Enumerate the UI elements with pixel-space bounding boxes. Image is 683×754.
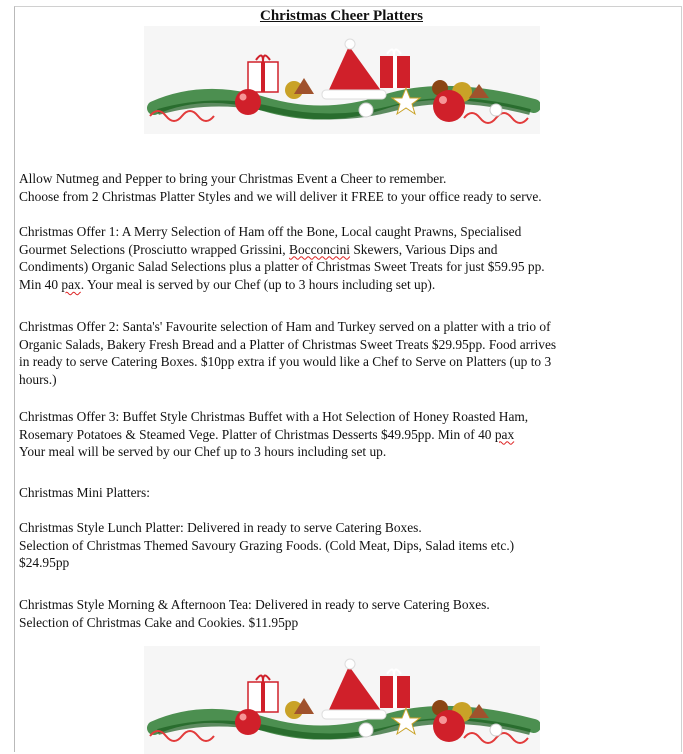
morning-tea-paragraph: Christmas Style Morning & Afternoon Tea: Delivered in ready to serve Catering Boxes. Selection of Christmas Cake and Cookies. $11.95pp <box>19 597 490 630</box>
christmas-banner-top <box>144 26 540 134</box>
offer-3-paragraph: Christmas Offer 3: Buffet Style Christmas Buffet with a Hot Selection of Honey Roasted Ham, Rosemary Potatoes & Steamed Vege. Platter of Christmas Desserts $49.95pp. Min of 40 pax Your meal will be served by our Chef up to 3 hours including set up. <box>19 409 529 460</box>
christmas-decoration-image <box>144 26 540 134</box>
intro-paragraph: Allow Nutmeg and Pepper to bring your Christmas Event a Cheer to remember. Choose from 2 Christmas Platter Styles and we will deliver it FREE to your office ready to serve. <box>19 171 542 204</box>
offer-1-paragraph: Christmas Offer 1: A Merry Selection of Ham off the Bone, Local caught Prawns, Specialised Gourmet Selections (Prosciutto wrapped Grissini, Bocconcini Skewers, Various Dips and Condiments) Organic Salad Selections plus a platter of Christmas Sweet Treats for just $59.95 pp. Min 40 pax. Your meal is served by our Chef (up to 3 hours including set up). <box>19 224 545 292</box>
christmas-decoration-image <box>144 646 540 754</box>
offer-2-paragraph: Christmas Offer 2: Santa's' Favourite selection of Ham and Turkey served on a platter with a trio of Organic Salads, Bakery Fresh Bread and a Platter of Christmas Sweet Treats $29.95pp. Food arrives in ready to serve Catering Boxes. $10pp extra if you would like a Chef to Serve on Platters (up to 3 hours.) <box>19 319 557 387</box>
lunch-platter-paragraph: Christmas Style Lunch Platter: Delivered in ready to serve Catering Boxes. Selection of Christmas Themed Savoury Grazing Foods. (Cold Meat, Dips, Salad items etc.) $24.95pp <box>19 520 515 571</box>
christmas-banner-bottom <box>144 646 540 754</box>
mini-platters-heading: Christmas Mini Platters: <box>19 485 150 500</box>
document-title: Christmas Cheer Platters <box>259 8 423 24</box>
